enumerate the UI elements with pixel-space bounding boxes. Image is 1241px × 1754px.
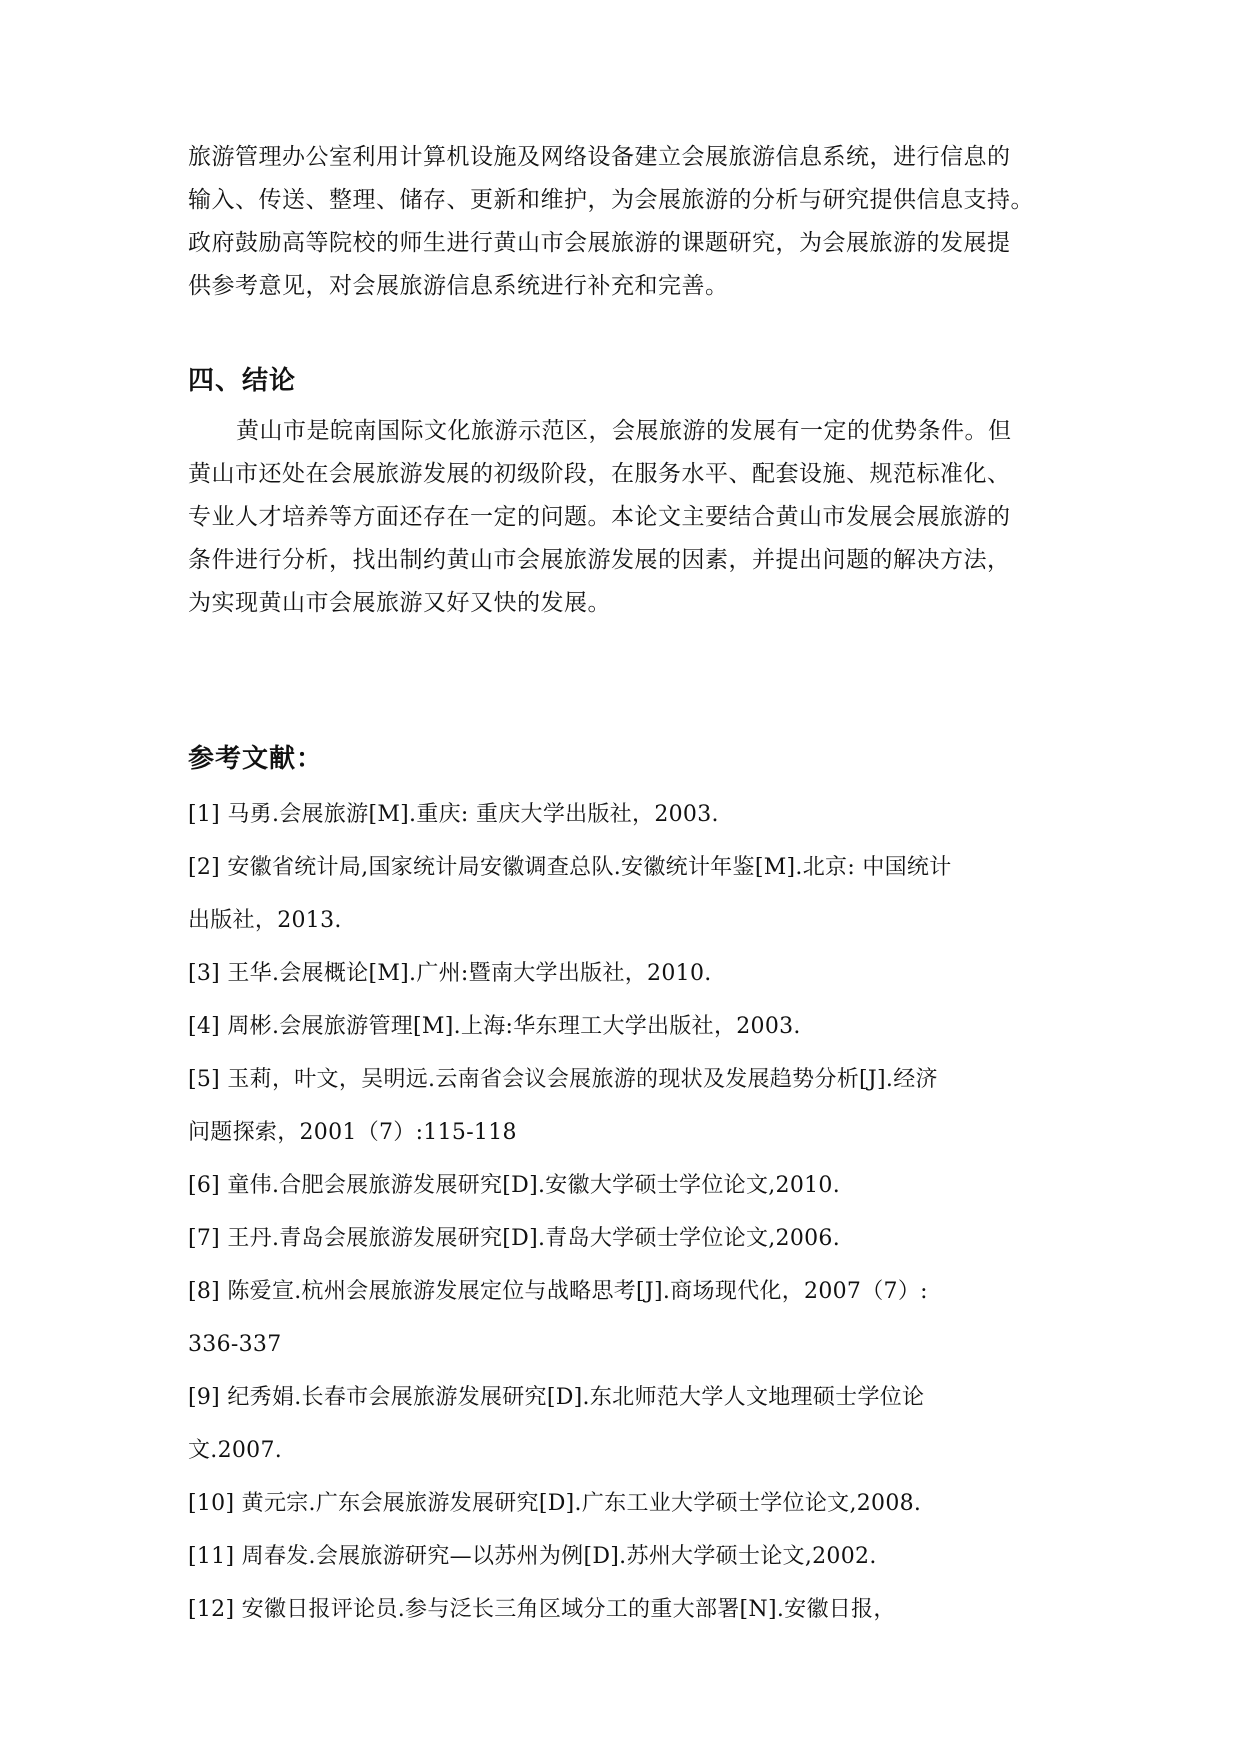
reference-line: [4] 周彬.会展旅游管理[M].上海:华东理工大学出版社，2003. <box>188 1014 801 1039</box>
reference-line: [9] 纪秀娟.长春市会展旅游发展研究[D].东北师范大学人文地理硕士学位论 <box>188 1385 925 1410</box>
reference-line: [8] 陈爱宣.杭州会展旅游发展定位与战略思考[J].商场现代化，2007（7）: <box>188 1279 928 1304</box>
conclusion-paragraph <box>188 410 1068 625</box>
body-paragraph-line: 旅游管理办公室利用计算机设施及网络设备建立会展旅游信息系统，进行信息的 <box>188 144 1011 170</box>
reference-line: [12] 安徽日报评论员.参与泛长三角区域分工的重大部署[N].安徽日报， <box>188 1597 896 1622</box>
reference-line: [5] 玉莉，叶文，吴明远.云南省会议会展旅游的现状及发展趋势分析[J].经济 <box>188 1067 938 1092</box>
reference-line: [10] 黄元宗.广东会展旅游发展研究[D].广东工业大学硕士学位论文,2008. <box>188 1491 922 1516</box>
body-paragraph-line: 政府鼓励高等院校的师生进行黄山市会展旅游的课题研究，为会展旅游的发展提 <box>188 230 1011 256</box>
conclusion-paragraph-line: 专业人才培养等方面还存在一定的问题。本论文主要结合黄山市发展会展旅游的 <box>188 504 1011 530</box>
reference-line: 出版社，2013. <box>188 908 342 933</box>
conclusion-heading: 四、结论 <box>188 366 297 396</box>
reference-line: [3] 王华.会展概论[M].广州:暨南大学出版社，2010. <box>188 961 712 986</box>
reference-line: [6] 童伟.合肥会展旅游发展研究[D].安徽大学硕士学位论文,2010. <box>188 1173 841 1198</box>
conclusion-paragraph-line: 条件进行分析，找出制约黄山市会展旅游发展的因素，并提出问题的解决方法， <box>188 547 1011 573</box>
reference-line: 336-337 <box>188 1332 282 1357</box>
conclusion-paragraph-line: 为实现黄山市会展旅游又好又快的发展。 <box>188 590 611 616</box>
references-heading: 参考文献： <box>188 744 324 774</box>
reference-line: [2] 安徽省统计局,国家统计局安徽调查总队.安徽统计年鉴[M].北京: 中国统计 <box>188 855 952 880</box>
conclusion-paragraph-line: 黄山市是皖南国际文化旅游示范区，会展旅游的发展有一定的优势条件。但 <box>236 418 1012 444</box>
body-paragraph-line: 输入、传送、整理、储存、更新和维护，为会展旅游的分析与研究提供信息支持。 <box>188 187 1034 213</box>
reference-line: [1] 马勇.会展旅游[M].重庆: 重庆大学出版社，2003. <box>188 802 719 827</box>
reference-line: 文.2007. <box>188 1438 283 1463</box>
references-list <box>188 788 1068 1636</box>
conclusion-paragraph-line: 黄山市还处在会展旅游发展的初级阶段，在服务水平、配套设施、规范标准化、 <box>188 461 1011 487</box>
reference-line: [11] 周春发.会展旅游研究—以苏州为例[D].苏州大学硕士论文,2002. <box>188 1544 877 1569</box>
body-paragraph <box>188 136 1068 308</box>
body-paragraph-line: 供参考意见，对会展旅游信息系统进行补充和完善。 <box>188 273 729 299</box>
reference-line: [7] 王丹.青岛会展旅游发展研究[D].青岛大学硕士学位论文,2006. <box>188 1226 841 1251</box>
reference-line: 问题探索，2001（7）:115-118 <box>188 1120 517 1145</box>
